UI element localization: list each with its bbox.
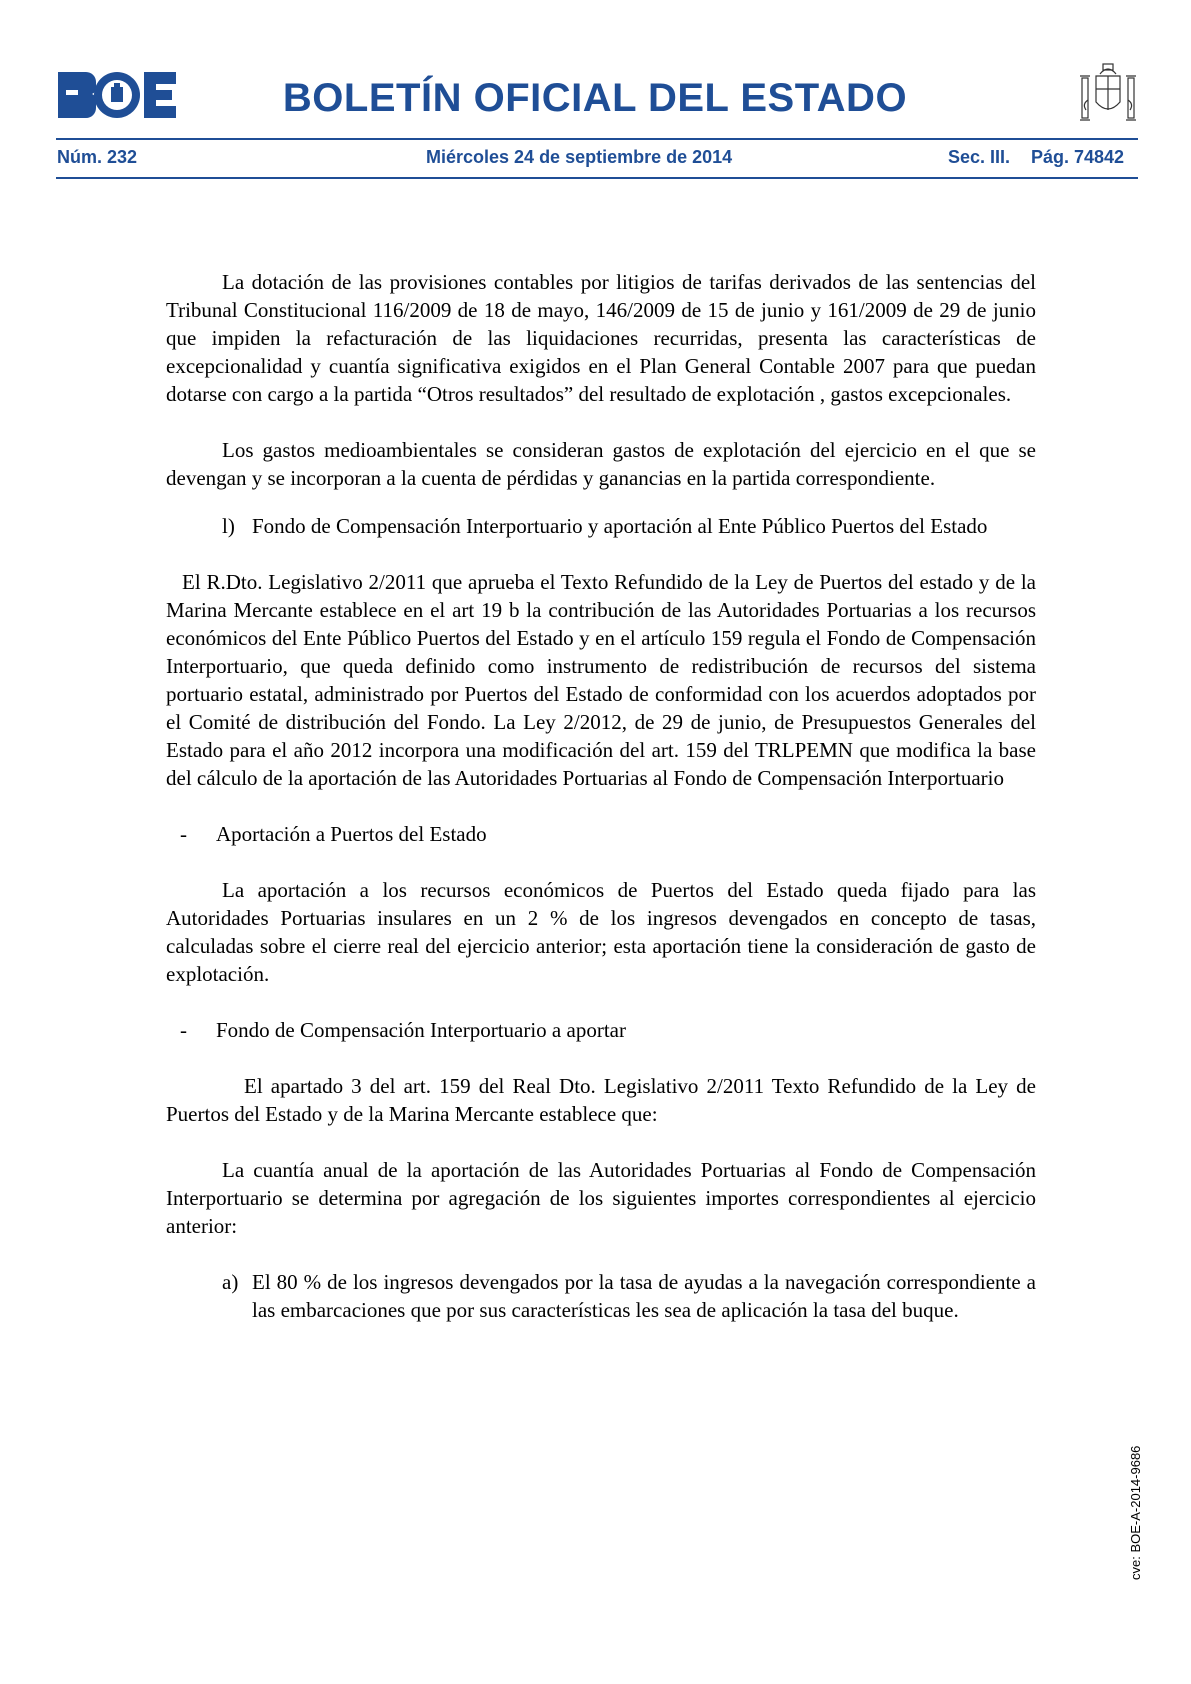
dash-marker: - <box>180 822 187 846</box>
issue-date: Miércoles 24 de septiembre de 2014 <box>426 147 733 167</box>
paragraph-medioambientales: Los gastos medioambientales se consideran gastos de explotación del ejercicio en el que se devengan y se incorporan a la cuenta de pérdidas y ganancias en la partida correspondiente. <box>166 438 1036 490</box>
dash-item-aportacion <box>166 820 1036 848</box>
paragraph-provisiones: La dotación de las provisiones contables por litigios de tarifas derivados de las sentencias del Tribunal Constitucional 116/2009 de 18 de mayo, 146/2009 de 15 de junio y 161/2009 de 29 de junio que impiden la refacturación de las liquidaciones recurridas, presenta las características de excepcionalidad y cuantía significativa exigidos en el Plan General Contable 2007 para que puedan dotarse con cargo a la partida “Otros resultados” del resultado de explotación , gastos excepcionales. <box>166 270 1036 406</box>
dash-item-text: Fondo de Compensación Interportuario a aportar <box>216 1018 626 1042</box>
list-item-l <box>166 512 1036 540</box>
list-item-text: Fondo de Compensación Interportuario y aportación al Ente Público Puertos del Estado <box>252 514 988 538</box>
document-body <box>166 268 1036 1324</box>
page-number: Pág. 74842 <box>1031 147 1125 167</box>
paragraph-apartado: El apartado 3 del art. 159 del Real Dto. Legislativo 2/2011 Texto Refundido de la Ley de Puertos del Estado y de la Marina Mercante establece que: <box>166 1074 1036 1126</box>
section-label: Sec. III. <box>948 147 1011 167</box>
boe-logo <box>56 70 178 120</box>
paragraph-rdto: El R.Dto. Legislativo 2/2011 que aprueba el Texto Refundido de la Ley de Puertos del estado y de la Marina Mercante establece en el art 19 b la contribución de las Autoridades Portuarias a los recursos económicos del Ente Público Puertos del Estado y en el artículo 159 regula el Fondo de Compensación Interportuario, que queda definido como instrumento de redistribución de recursos del sistema portuario estatal, administrado por Puertos del Estado de conformidad con los acuerdos adoptados por el Comité de distribución del Fondo. La Ley 2/2012, de 29 de junio, de Presupuestos Generales del Estado para el año 2012 incorpora una modificación del art. 159 del TRLPEMN que modifica la base del cálculo de la aportación de las Autoridades Portuarias al Fondo de Compensación Interportuario <box>166 570 1036 790</box>
dash-item-text: Aportación a Puertos del Estado <box>216 822 487 846</box>
dash-item-fondo <box>166 1016 1036 1044</box>
paragraph-aportacion: La aportación a los recursos económicos de Puertos del Estado queda fijado para las Autoridades Portuarias insulares en un 2 % de los ingresos devengados en concepto de tasas, calculadas sobre el cierre real del ejercicio anterior; esta aportación tiene la consideración de gasto de explotación. <box>166 878 1036 986</box>
dash-marker: - <box>180 1018 187 1042</box>
list-marker: a) <box>222 1270 239 1294</box>
header-rule-bottom <box>56 177 1138 179</box>
header-rule-top <box>56 138 1138 140</box>
list-item-a <box>166 1268 1036 1324</box>
cve-identifier: cve: BOE-A-2014-9686 <box>1128 1445 1143 1580</box>
issue-number: Núm. 232 <box>57 147 138 167</box>
masthead-title: BOLETÍN OFICIAL DEL ESTADO <box>282 76 908 120</box>
list-item-text: El 80 % de los ingresos devengados por la tasa de ayudas a la navegación correspondiente a las embarcaciones que por sus características les sea de aplicación la tasa del buque. <box>252 1270 1036 1322</box>
paragraph-cuantia: La cuantía anual de la aportación de las Autoridades Portuarias al Fondo de Compensación Interportuario se determina por agregación de los siguientes importes correspondientes al ejercicio anterior: <box>166 1158 1036 1238</box>
coat-of-arms-icon <box>1078 60 1138 128</box>
list-marker: l) <box>222 514 235 538</box>
